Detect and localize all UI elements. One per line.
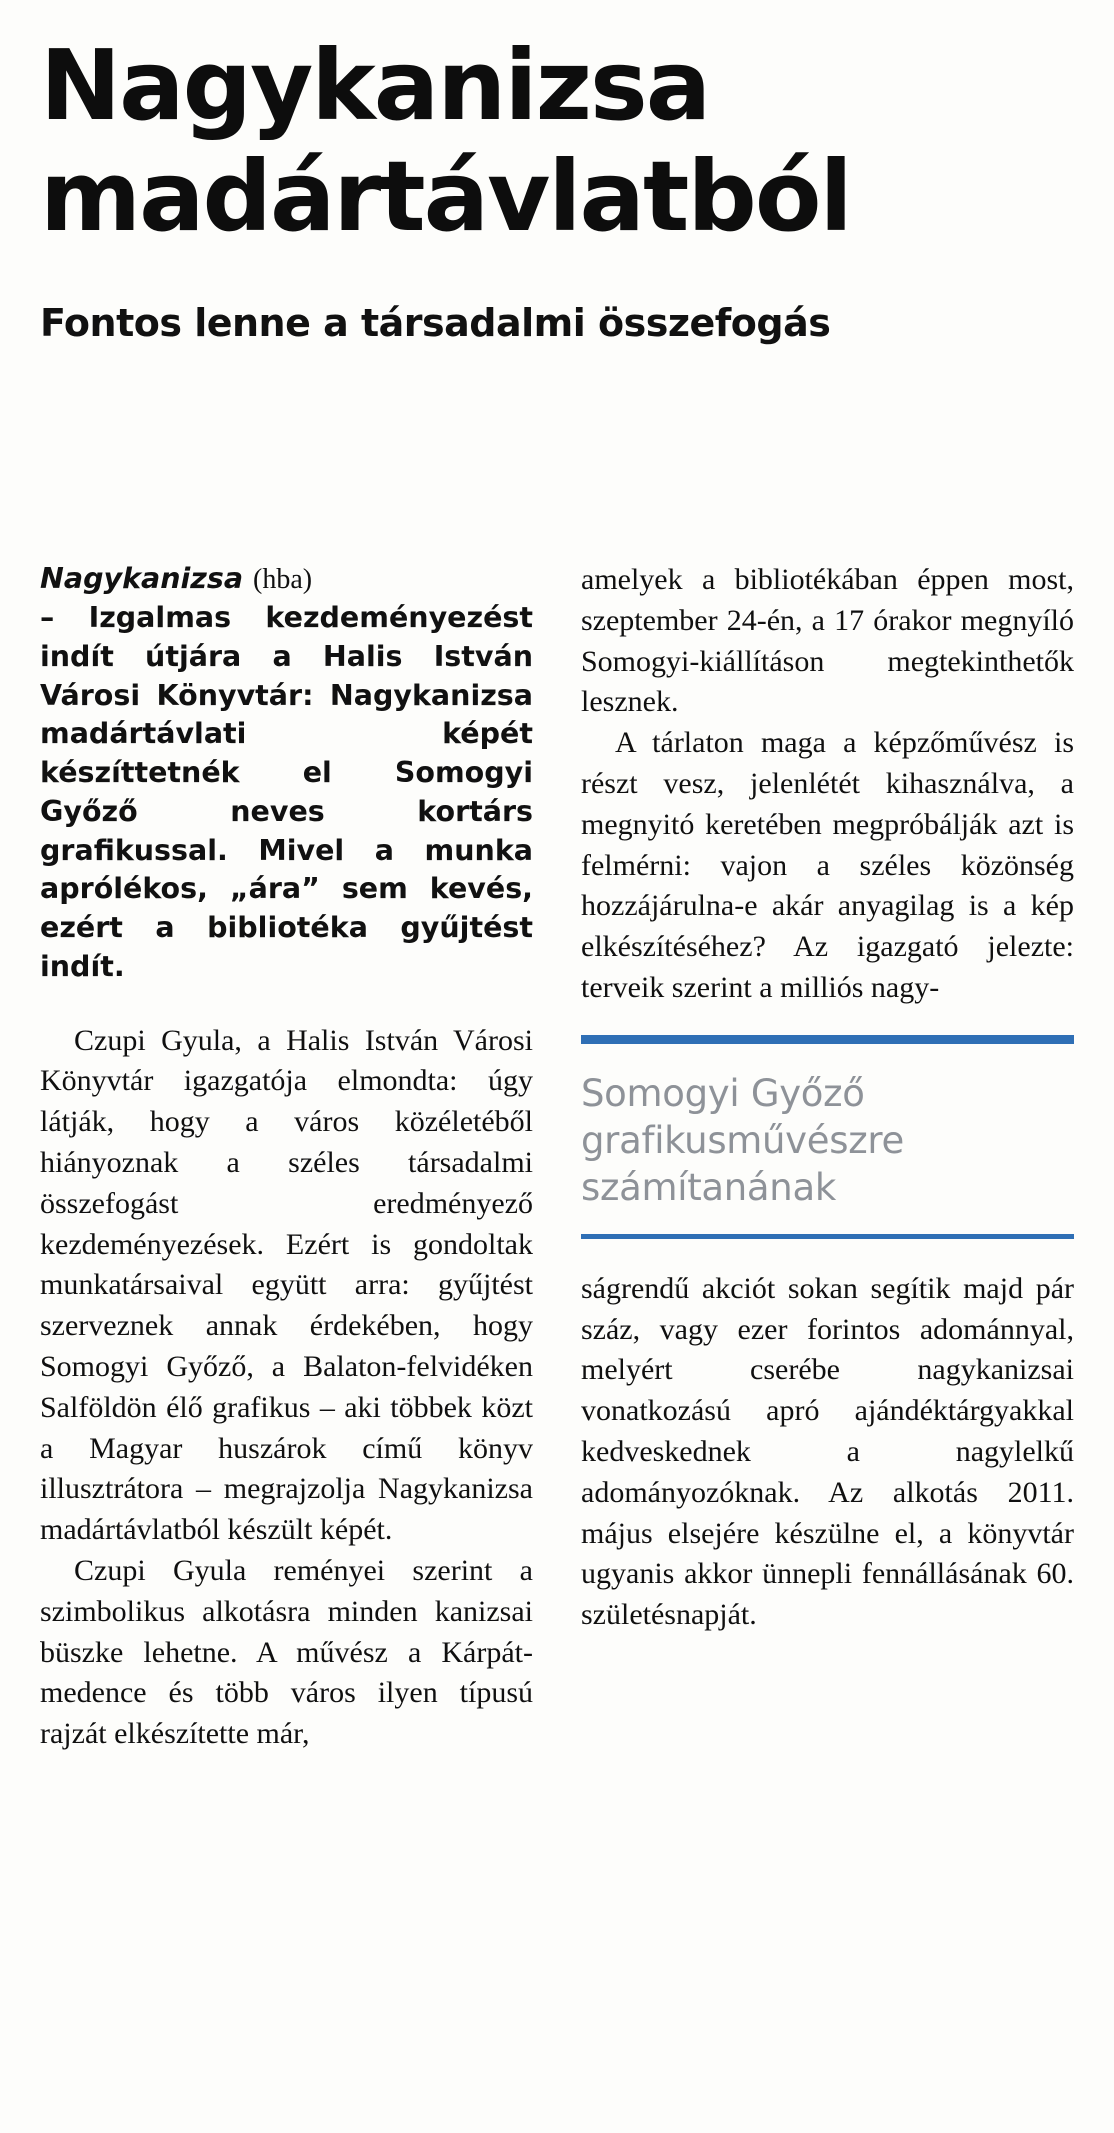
body-paragraph-1: Czupi Gyula, a Halis István Városi Könyvtár igazgatója elmondta: úgy látják, hogy a város közéletéből hiányoznak a széles társadalmi összefogást eredményező kezdeményezések. Ezért is gondoltak munkatársaival együtt arra: gyűjtést szerveznek annak érdekében, hogy Somogyi Győző, a Balaton-felvidéken Salföldön élő grafikus – aki többek közt a Magyar huszárok című könyv illusztrátora – megrajzolja Nagykanizsa madártávlatból készült képét.: [40, 1023, 533, 1547]
subheadline: Fontos lenne a társadalmi összefogás: [40, 300, 831, 345]
pullquote-rule-bottom: [581, 1234, 1074, 1239]
page-title: [0, 0, 1114, 253]
headline-line-2: madártávlatból: [40, 139, 851, 253]
article-columns: [40, 560, 1074, 1755]
lead-paragraph: [40, 560, 533, 987]
headline-line-1: Nagykanizsa: [40, 29, 710, 142]
column-left: [40, 560, 533, 1755]
pullquote-rule-top: [581, 1035, 1074, 1044]
lead-text: – Izgalmas kezdeményezést indít útjára a Halis István Városi Könyvtár: Nagykanizsa madártávlati képét készíttetnék el Somogyi Győző neves kortárs grafikussal. Mivel a munka aprólékos, „ára” sem kevés, ezért a bibliotéka gyűjtést indít.: [40, 601, 533, 983]
dateline-author: (hba): [253, 564, 313, 595]
pullquote-text: Somogyi Győző grafikusművészre számítanának: [581, 1071, 904, 1210]
column-right: [581, 560, 1074, 1755]
dateline-place: Nagykanizsa: [40, 562, 244, 595]
body-paragraph-4: A tárlaton maga a képzőművész is részt vesz, jelenlétét kihasználva, a megnyitó keretében megpróbálják azt is felmérni: vajon a széles közönség hozzájárulna-e akár anyagilag is a kép elkészítéséhez? Az igazgató jelezte: terveik szerint a milliós nagy-: [581, 726, 1074, 1004]
body-paragraph-2: Czupi Gyula reményei szerint a szimbolikus alkotásra minden kanizsai büszke lehetne. A művész a Kárpát-medence és több város ilyen típusú rajzát elkészítette már,: [40, 1553, 533, 1751]
body-paragraph-5: ságrendű akciót sokan segítik majd pár száz, vagy ezer forintos adománnyal, melyért cserébe nagykanizsai vonatkozású apró ajándéktárgyakkal kedveskednek a nagylelkű adományozóknak. Az alkotás 2011. május elsejére készülne el, a könyvtár ugyanis akkor ünnepli fennállásának 60. születésnapját.: [581, 1271, 1074, 1632]
body-paragraph-3: amelyek a bibliotékában éppen most, szeptember 24-én, a 17 órakor megnyíló Somogyi-kiállításon megtekinthetők lesznek.: [581, 563, 1074, 719]
